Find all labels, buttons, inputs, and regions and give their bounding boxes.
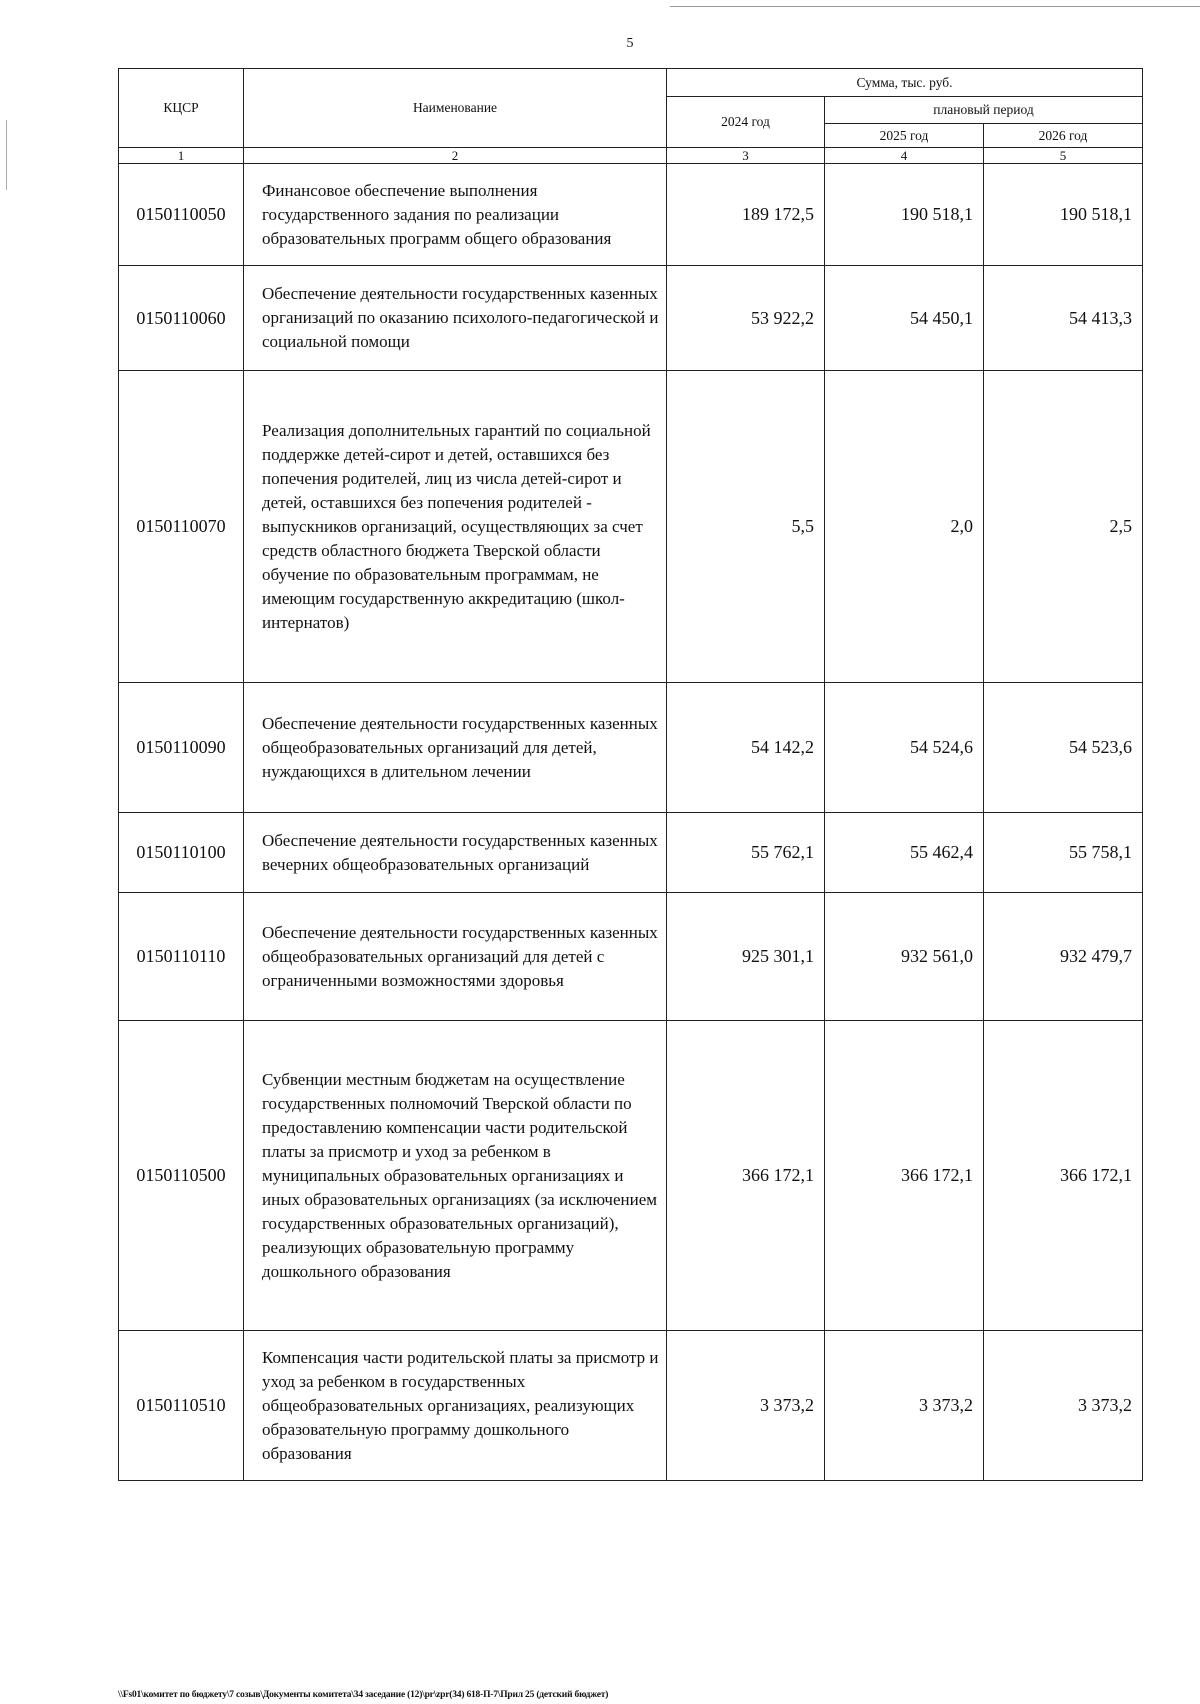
header-sum: Сумма, тыс. руб. (667, 69, 1143, 97)
row-value-2026: 366 172,1 (984, 1021, 1143, 1331)
row-value-2024: 189 172,5 (667, 164, 825, 266)
table-row (119, 1331, 1143, 1481)
row-value-2025: 55 462,4 (825, 813, 984, 893)
footer-file-path: \\Fs01\комитет по бюджету\7 созыв\Документы комитета\34 заседание (12)\pr\zpr(34) 618-П-7\Прил 25 (детский бюджет) (118, 1690, 609, 1700)
row-name: Реализация дополнительных гарантий по социальной поддержке детей-сирот и детей, оставшихся без попечения родителей, лиц из числа детей-сирот и детей, оставшихся без попечения родителей - выпускников организаций, осуществляющих за счет средств областного бюджета Тверской области обучение по образовательным программам, не имеющим государственную аккредитацию (школ-интернатов) (244, 371, 667, 683)
page-number: 5 (626, 36, 634, 51)
row-name: Субвенции местным бюджетам на осуществление государственных полномочий Тверской области по предоставлению компенсации части родительской платы за присмотр и уход за ребенком в муниципальных образовательных организациях и иных образовательных организациях (за исключением государственных образовательных организаций), реализующих образовательную программу дошкольного образования (244, 1021, 667, 1331)
column-number: 3 (667, 148, 825, 164)
table-row (119, 164, 1143, 266)
header-planned-period: плановый период (825, 97, 1143, 124)
row-value-2026: 190 518,1 (984, 164, 1143, 266)
budget-table (118, 68, 1143, 1481)
scan-edge-line (670, 6, 1200, 7)
table-row (119, 813, 1143, 893)
row-value-2024: 3 373,2 (667, 1331, 825, 1481)
column-numbers-row (119, 148, 1143, 164)
row-value-2024: 53 922,2 (667, 266, 825, 371)
row-code: 0150110050 (119, 164, 244, 266)
column-number: 4 (825, 148, 984, 164)
column-number: 1 (119, 148, 244, 164)
row-name: Обеспечение деятельности государственных казенных общеобразовательных организаций для детей, нуждающихся в длительном лечении (244, 683, 667, 813)
column-number: 2 (244, 148, 667, 164)
row-value-2024: 925 301,1 (667, 893, 825, 1021)
table-row (119, 266, 1143, 371)
row-value-2026: 54 523,6 (984, 683, 1143, 813)
row-code: 0150110070 (119, 371, 244, 683)
row-value-2026: 3 373,2 (984, 1331, 1143, 1481)
table-row (119, 371, 1143, 683)
row-name: Компенсация части родительской платы за присмотр и уход за ребенком в государственных общеобразовательных организациях, реализующих образовательную программу дошкольного образования (244, 1331, 667, 1481)
row-name: Обеспечение деятельности государственных казенных вечерних общеобразовательных организаций (244, 813, 667, 893)
row-name: Обеспечение деятельности государственных казенных общеобразовательных организаций для детей с ограниченными возможностями здоровья (244, 893, 667, 1021)
row-value-2026: 932 479,7 (984, 893, 1143, 1021)
row-value-2025: 2,0 (825, 371, 984, 683)
row-value-2024: 366 172,1 (667, 1021, 825, 1331)
table-row (119, 893, 1143, 1021)
row-code: 0150110060 (119, 266, 244, 371)
header-name: Наименование (244, 69, 667, 148)
table-row (119, 683, 1143, 813)
row-value-2026: 2,5 (984, 371, 1143, 683)
row-name: Финансовое обеспечение выполнения государственного задания по реализации образовательных программ общего образования (244, 164, 667, 266)
row-value-2025: 932 561,0 (825, 893, 984, 1021)
header-year-2026: 2026 год (984, 124, 1143, 148)
row-value-2024: 5,5 (667, 371, 825, 683)
row-value-2025: 3 373,2 (825, 1331, 984, 1481)
row-value-2025: 54 524,6 (825, 683, 984, 813)
row-name: Обеспечение деятельности государственных казенных организаций по оказанию психолого-педагогической и социальной помощи (244, 266, 667, 371)
row-value-2025: 190 518,1 (825, 164, 984, 266)
scan-margin-mark (6, 120, 7, 190)
row-code: 0150110090 (119, 683, 244, 813)
column-number: 5 (984, 148, 1143, 164)
header-year-2024: 2024 год (667, 97, 825, 148)
table-row (119, 1021, 1143, 1331)
row-code: 0150110100 (119, 813, 244, 893)
row-code: 0150110110 (119, 893, 244, 1021)
row-value-2025: 366 172,1 (825, 1021, 984, 1331)
row-code: 0150110510 (119, 1331, 244, 1481)
header-code: КЦСР (119, 69, 244, 148)
row-code: 0150110500 (119, 1021, 244, 1331)
row-value-2024: 54 142,2 (667, 683, 825, 813)
header-year-2025: 2025 год (825, 124, 984, 148)
row-value-2026: 54 413,3 (984, 266, 1143, 371)
row-value-2026: 55 758,1 (984, 813, 1143, 893)
row-value-2025: 54 450,1 (825, 266, 984, 371)
row-value-2024: 55 762,1 (667, 813, 825, 893)
